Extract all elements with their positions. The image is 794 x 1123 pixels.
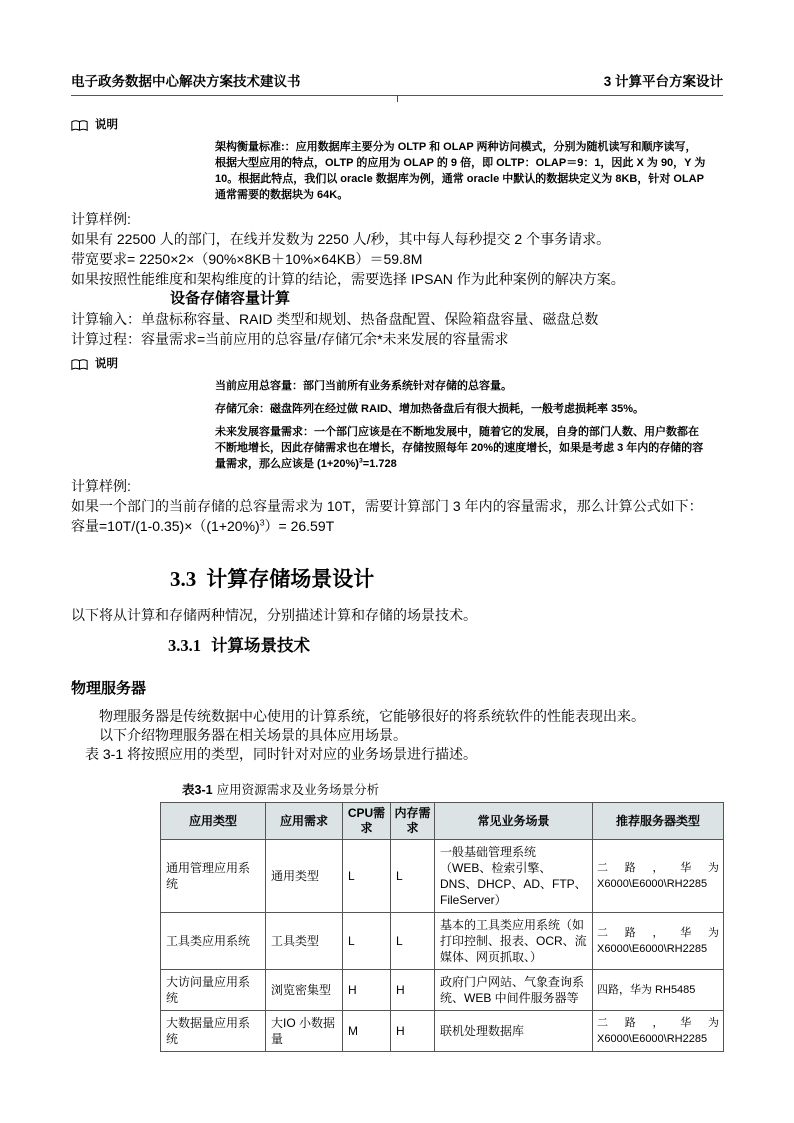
note-body-capacity	[215, 378, 707, 472]
formula-before: 容量=10T/(1-0.35)×（(1+20%)	[71, 518, 260, 534]
col-header-memory-demand: 内存需求	[391, 803, 435, 840]
col-header-cpu-demand: CPU需求	[343, 803, 391, 840]
sample-label-2: 计算样例:	[71, 478, 131, 494]
note-block-2	[71, 357, 723, 472]
header-right-title: 3 计算平台方案设计	[603, 74, 723, 89]
cell-cpu-demand: M	[343, 1011, 391, 1052]
cell-cpu-demand: L	[343, 913, 391, 970]
exponent: 3	[358, 457, 363, 465]
cell-memory-demand: H	[391, 970, 435, 1011]
storage-capacity-heading: 设备存储容量计算	[170, 290, 291, 307]
cell-scenarios: 基本的工具类应用系统（如打印控制、报表、OCR、流媒体、网页抓取、）	[435, 913, 593, 970]
cell-cpu-demand: L	[343, 840, 391, 913]
paragraph-department-size: 如果有 22500 人的部门，在线并发数为 2250 人/秒，其中每人每秒提交 2 个事务请求。	[71, 231, 611, 247]
col-header-scenarios: 常见业务场景	[435, 803, 593, 840]
paragraph-physical-server-1: 物理服务器是传统数据中心使用的计算系统，它能够很好的将系统软件的性能表现出来。	[99, 708, 645, 724]
subsection-number: 3.3.1	[168, 636, 201, 655]
book-icon	[71, 120, 88, 132]
note-label: 说明	[95, 119, 118, 131]
physical-server-heading: 物理服务器	[71, 680, 147, 697]
paragraph-calc-process: 计算过程：容量需求=当前应用的总容量/存储冗余*未来发展的容量需求	[71, 331, 509, 347]
sample-label-1: 计算样例:	[71, 211, 131, 227]
table-row	[161, 913, 724, 970]
cell-app-type: 大数据量应用系统	[161, 1011, 266, 1052]
cell-cpu-demand: H	[343, 970, 391, 1011]
cell-memory-demand: L	[391, 913, 435, 970]
note-growth-text: 未来发展容量需求：一个部门应该是在不断地发展中，随着它的发展，自身的部门人数、用户数都在不断地增长，因此存储需求也在增长，存储按照每年 20%的速度增长，如果是考虑 3 年内的存储的容量需求，那么应该是 (1+20%)	[215, 426, 704, 470]
cell-recommended-server: 二路，华为 X6000\E6000\RH2285	[593, 840, 724, 913]
cell-app-demand: 浏览密集型	[266, 970, 343, 1011]
table-header-row	[161, 803, 724, 840]
cell-scenarios: 一般基础管理系统（WEB、检索引擎、DNS、DHCP、AD、FTP、FileServer）	[435, 840, 593, 913]
paragraph-table-intro: 表 3-1 将按照应用的类型，同时针对对应的业务场景进行描述。	[85, 746, 478, 762]
note-item-current-capacity: 当前应用总容量：部门当前所有业务系统针对存储的总容量。	[215, 380, 512, 392]
cell-app-type: 大访问量应用系统	[161, 970, 266, 1011]
note-item-storage-redundancy: 存储冗余：磁盘阵列在经过做 RAID、增加热备盘后有很大损耗，一般考虑损耗率 35%。	[215, 403, 645, 415]
note-item-future-growth	[215, 424, 707, 472]
table-caption-label: 表3-1	[182, 783, 213, 797]
formula-after: ）= 26.59T	[264, 518, 335, 534]
table-row	[161, 1011, 724, 1052]
note-label-row	[71, 357, 723, 372]
cell-scenarios: 政府门户网站、气象查询系统、WEB 中间件服务器等	[435, 970, 593, 1011]
section-number: 3.3	[170, 567, 197, 591]
col-header-app-demand: 应用需求	[266, 803, 343, 840]
paragraph-ipsan-conclusion: 如果按照性能维度和架构维度的计算的结论，需要选择 IPSAN 作为此种案例的解决方案。	[71, 271, 625, 287]
subsection-title: 计算场景技术	[211, 637, 310, 655]
col-header-app-type: 应用类型	[161, 803, 266, 840]
section-title: 计算存储场景设计	[206, 568, 375, 591]
note-block-1	[71, 118, 723, 203]
note-body-architecture: 架构衡量标准:：应用数据库主要分为 OLTP 和 OLAP 两种访问模式，分别为随机读写和顺序读写，根据大型应用的特点，OLTP 的应用为 OLAP 的 9 倍，即 OLTP：OLAP＝9：1，因此 X 为 90，Y 为 10。根据此特点，我们以 oracle 数据库为例，通常 oracle 中默认的数据块定义为 8KB，针对 OLAP 通常需要的数据块为 64K。	[215, 141, 706, 201]
cell-app-demand: 通用类型	[266, 840, 343, 913]
cell-scenarios: 联机处理数据库	[435, 1011, 593, 1052]
section-intro: 以下将从计算和存储两种情况，分别描述计算和存储的场景技术。	[71, 607, 477, 623]
cell-app-type: 通用管理应用系统	[161, 840, 266, 913]
col-header-recommended-server: 推荐服务器类型	[593, 803, 724, 840]
cell-app-type: 工具类应用系统	[161, 913, 266, 970]
capacity-formula	[71, 516, 723, 536]
page-header	[71, 73, 723, 96]
table-caption	[182, 782, 723, 798]
cell-recommended-server: 二路，华为 X6000\E6000\RH2285	[593, 1011, 724, 1052]
header-left-title: 电子政务数据中心解决方案技术建议书	[71, 74, 301, 89]
section-3-3-heading	[170, 566, 723, 593]
table-row	[161, 970, 724, 1011]
note-label-row	[71, 118, 723, 133]
cell-recommended-server: 四路，华为 RH5485	[593, 970, 724, 1011]
exponent: 3	[259, 517, 265, 528]
cell-memory-demand: L	[391, 840, 435, 913]
cell-app-demand: 工具类型	[266, 913, 343, 970]
table-row	[161, 840, 724, 913]
cell-memory-demand: H	[391, 1011, 435, 1052]
cell-app-demand: 大IO 小数据量	[266, 1011, 343, 1052]
section-3-3-1-heading	[168, 635, 723, 657]
note-growth-result: =1.728	[362, 458, 397, 470]
book-icon	[71, 359, 88, 371]
paragraph-calc-input: 计算输入：单盘标称容量、RAID 类型和规划、热备盘配置、保险箱盘容量、磁盘总数	[71, 311, 599, 327]
header-center-tick	[397, 95, 398, 102]
note-label: 说明	[95, 358, 118, 370]
application-scenario-table	[160, 802, 724, 1052]
table-caption-text: 应用资源需求及业务场景分析	[216, 783, 380, 797]
paragraph-physical-server-2: 以下介绍物理服务器在相关场景的具体应用场景。	[99, 727, 407, 743]
cell-recommended-server: 二路，华为 X6000\E6000\RH2285	[593, 913, 724, 970]
paragraph-capacity-requirement: 如果一个部门的当前存储的总容量需求为 10T，需要计算部门 3 年内的容量需求，那么计算公式如下：	[71, 498, 703, 514]
paragraph-bandwidth-formula: 带宽要求= 2250×2×（90%×8KB＋10%×64KB）＝59.8M	[71, 251, 423, 267]
